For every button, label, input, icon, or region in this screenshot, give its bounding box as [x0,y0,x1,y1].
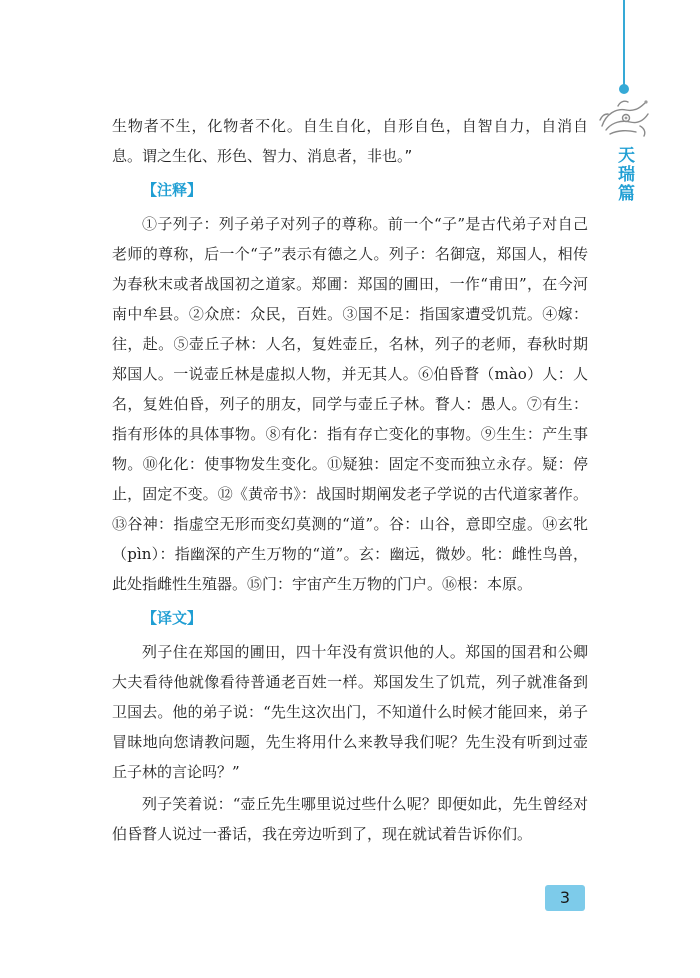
dragon-emblem-icon [596,96,652,140]
notes-body: ①子列子：列子弟子对列子的尊称。前一个“子”是古代弟子对自己老师的尊称，后一个“子”表示有德之人。列子：名御寇，郑国人，相传为春秋末或者战国初之道家。郑圃：郑国的圃田，一作“甫田”，在今河南中牟县。②众庶：众民，百姓。③国不足：指国家遭受饥荒。④嫁：往，赴。⑤壶丘子林：人名，复姓壶丘，名林，列子的老师，春秋时期郑国人。一说壶丘林是虚拟人物，并无其人。⑥伯昏瞀（mào）人：人名，复姓伯昏，列子的朋友，同学与壶丘子林。瞀人：愚人。⑦有生：指有形体的具体事物。⑧有化：指有存亡变化的事物。⑨生生：产生事物。⑩化化：使事物发生变化。⑪疑独：固定不变而独立永存。疑：停止，固定不变。⑫《黄帝书》：战国时期阐发老子学说的古代道家著作。⑬谷神：指虚空无形而变幻莫测的“道”。谷：山谷，意即空虚。⑭玄牝（pìn）：指幽深的产生万物的“道”。玄：幽远，微妙。牝：雌性鸟兽，此处指雌性生殖器。⑮门：宇宙产生万物的门户。⑯根：本原。 [112,215,588,593]
notes-heading: 【注释】 [142,181,203,199]
chapter-label: 天瑞篇 [614,146,634,203]
page-body [112,111,588,849]
translation-paragraph: 列子笑着说：“壶丘先生哪里说过些什么呢？即便如此，先生曾经对伯昏瞀人说过一番话，我在旁边听到了，现在就试着告诉你们。 [112,795,588,843]
translation-paragraph: 列子住在郑国的圃田，四十年没有赏识他的人。郑国的国君和公卿大夫看待他就像看待普通老百姓一样。郑国发生了饥荒，列子就准备到卫国去。他的弟子说：“先生这次出门，不知道什么时候才能回来，弟子冒昧地向您请教问题，先生将用什么来教导我们呢？先生没有听到过壶丘子林的言论吗？” [112,643,588,781]
translation-heading: 【译文】 [142,609,203,627]
text-continuation: 生物者不生，化物者不化。自生自化，自形自色，自智自力，自消自息。谓之生化、形色、智力、消息者，非也。” [112,117,588,165]
page-number: 3 [545,885,585,911]
margin-line [623,0,625,88]
margin-dot [619,84,629,94]
